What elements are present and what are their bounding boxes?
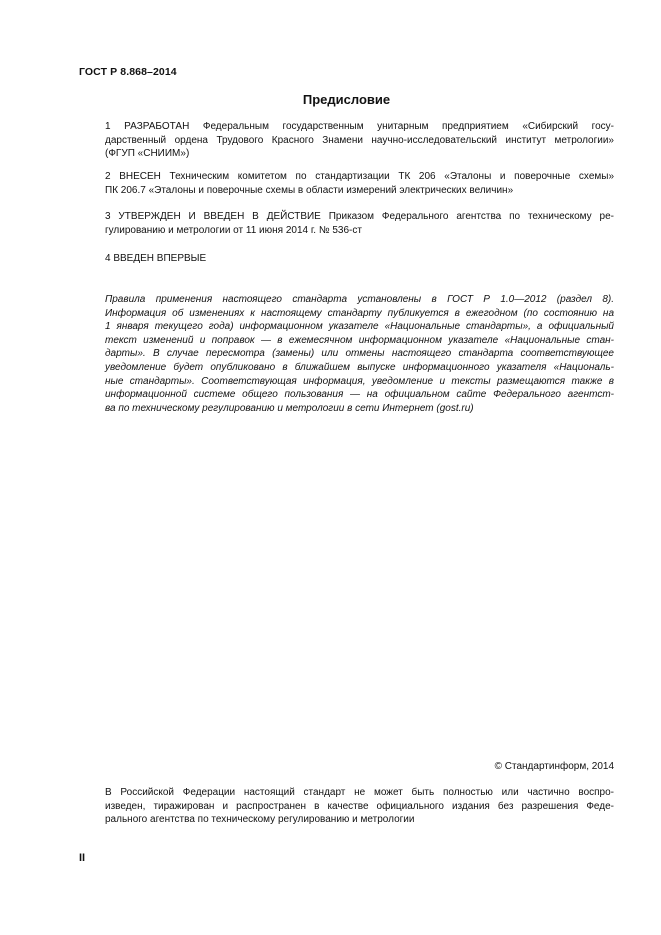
text-line: 1 января текущего года) информационном указателе «Национальные стандарты», а официальный bbox=[105, 321, 614, 333]
foreword-item-1 bbox=[79, 120, 614, 161]
standard-code: ГОСТ Р 8.868–2014 bbox=[79, 66, 177, 78]
text-line: Правила применения настоящего стандарта установлены в ГОСТ Р 1.0—2012 (раздел 8). bbox=[105, 294, 614, 305]
copyright-notice: © Стандартинформ, 2014 bbox=[494, 761, 614, 772]
rights-notice bbox=[79, 786, 614, 827]
text-line: В Российской Федерации настоящий стандарт не может быть полностью или частично воспро- bbox=[105, 787, 614, 798]
text-line: 4 ВВЕДЕН ВПЕРВЫЕ bbox=[105, 253, 207, 264]
foreword-item-4 bbox=[79, 252, 614, 266]
text-line: Информация об изменениях к настоящему стандарту публикуется в ежегодном (по состоянию на bbox=[105, 307, 614, 319]
text-line: уведомление будет опубликовано в ближайшем выпуске информационного указателя «Националь- bbox=[105, 361, 614, 373]
foreword-item-2 bbox=[79, 170, 614, 197]
text-line: (ФГУП «СНИИМ») bbox=[105, 148, 190, 160]
text-line: 3 УТВЕРЖДЕН И ВВЕДЕН В ДЕЙСТВИЕ Приказом Федерального агентства по техническому ре- bbox=[105, 211, 614, 222]
usage-notice bbox=[79, 293, 614, 415]
page-title: Предисловие bbox=[302, 92, 391, 107]
text-line: 1 РАЗРАБОТАН Федеральным государственным унитарным предприятием «Сибирский госу- bbox=[105, 121, 614, 132]
text-line: дарты». В случае пересмотра (замены) или отмены настоящего стандарта соответствующее bbox=[105, 348, 614, 360]
text-line: изведен, тиражирован и распространен в качестве официального издания без разрешения Феде- bbox=[105, 800, 614, 812]
text-line: текст изменений и поправок — в ежемесячном информационном указателе «Национальные стан- bbox=[105, 334, 614, 346]
page-number: II bbox=[79, 852, 86, 864]
text-line: 2 ВНЕСЕН Техническим комитетом по стандартизации ТК 206 «Эталоны и поверочные схемы» bbox=[105, 171, 614, 182]
text-line: ные стандарты». Соответствующая информация, уведомление и тексты размещаются также в bbox=[105, 375, 614, 387]
text-line: ПК 206.7 «Эталоны и поверочные схемы в области измерений электрических величин» bbox=[105, 184, 514, 196]
foreword-item-3 bbox=[79, 210, 614, 237]
text-line: информационной системе общего пользования — на официальном сайте Федерального агентст- bbox=[105, 389, 614, 401]
text-line: дарственный ордена Трудового Красного Знамени научно-исследовательский институт метрологии» bbox=[105, 134, 614, 146]
text-line: ва по техническому регулированию и метрологии в сети Интернет (gost.ru) bbox=[105, 402, 474, 414]
text-line: рального агентства по техническому регулированию и метрологии bbox=[105, 814, 415, 826]
text-line: гулированию и метрологии от 11 июня 2014 г. № 536-ст bbox=[105, 224, 362, 236]
